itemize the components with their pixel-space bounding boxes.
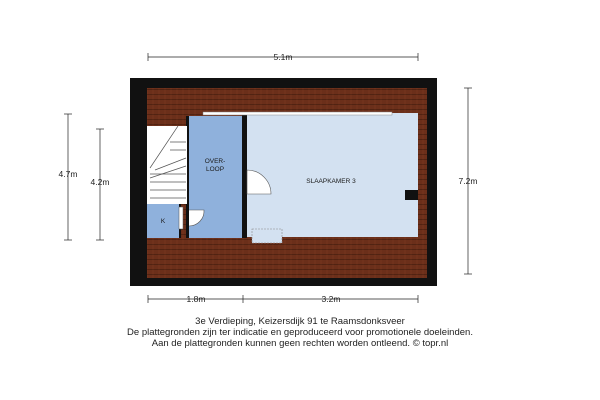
dimension-bottom-left-label: 1.8m xyxy=(186,294,206,304)
bedroom-floor xyxy=(247,113,418,237)
dimension-left-outer-label: 4.7m xyxy=(58,169,78,179)
window-top xyxy=(203,112,392,115)
overloop-label: OVER- xyxy=(204,158,226,165)
dimension-left-inner-label: 4.2m xyxy=(90,177,110,187)
skylight xyxy=(252,229,282,243)
slaapkamer-label: SLAAPKAMER 3 xyxy=(306,178,356,185)
closet-label: K xyxy=(160,218,166,225)
caption-line-1: 3e Verdieping, Keizersdijk 91 te Raamsdonksveer xyxy=(195,316,405,327)
caption-line-2: De plattegronden zijn ter indicatie en geproduceerd voor promotionele doeleinden. xyxy=(127,327,473,338)
overloop-label-2: LOOP xyxy=(205,166,225,173)
wall-stub-right xyxy=(405,190,418,200)
dimension-bottom-right-label: 3.2m xyxy=(321,294,341,304)
bedroom-dormer xyxy=(247,113,395,129)
caption-line-3: Aan de plattegronden kunnen geen rechten worden ontleend. © topr.nl xyxy=(151,338,449,349)
wall-between xyxy=(242,113,247,238)
dimension-top-label: 5.1m xyxy=(273,52,293,62)
closet-door-frame xyxy=(179,207,183,229)
dimension-right-label: 7.2m xyxy=(458,176,478,186)
